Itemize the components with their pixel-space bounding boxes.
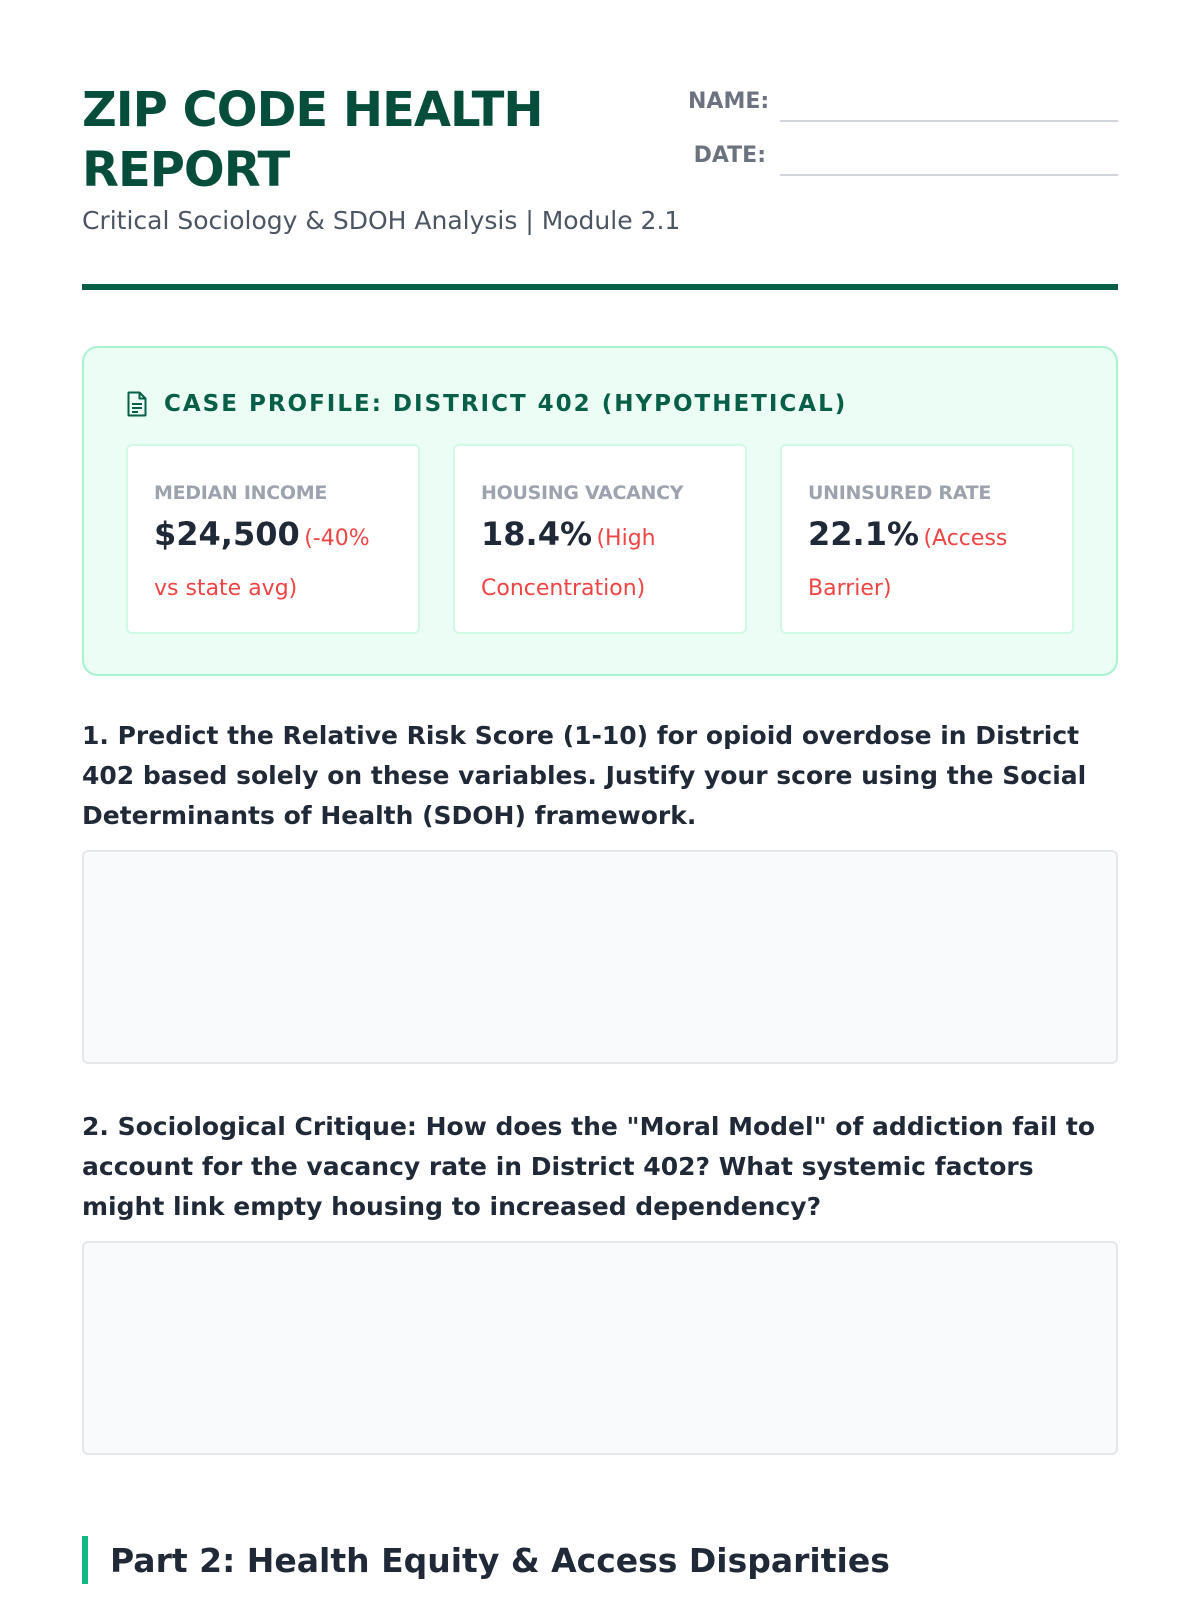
page-title: ZIP CODE HEALTH REPORT (82, 82, 543, 198)
case-profile-title: CASE PROFILE: DISTRICT 402 (HYPOTHETICAL) (164, 391, 848, 417)
stat-value: 22.1% (808, 515, 920, 553)
stat-note: (Access Barrier) (808, 526, 1008, 601)
answer-box-2[interactable] (82, 1241, 1118, 1455)
stat-card-housing-vacancy (453, 444, 747, 634)
stat-body (481, 510, 719, 615)
part-2-heading (82, 1536, 890, 1584)
name-input-line[interactable] (780, 84, 1118, 122)
date-field-row (688, 138, 1118, 176)
case-profile-header (126, 388, 1074, 420)
name-field-row (688, 84, 1118, 122)
part-2-heading-text: Part 2: Health Equity & Access Disparities (110, 1540, 890, 1580)
stat-body (154, 510, 392, 615)
stat-value: $24,500 (154, 515, 300, 553)
answer-box-1[interactable] (82, 850, 1118, 1064)
question-2: 2. Sociological Critique: How does the "Moral Model" of addiction fail to account for the vacancy rate in District 402? What systemic factors might link empty housing to increased dependency? (82, 1112, 1096, 1221)
header-divider (82, 284, 1118, 290)
date-label: DATE: (693, 143, 766, 168)
case-profile-panel (82, 346, 1118, 676)
stat-card-uninsured-rate (780, 444, 1074, 634)
date-input-line[interactable] (780, 138, 1118, 176)
student-fields (688, 84, 1118, 192)
stat-label: MEDIAN INCOME (154, 482, 328, 504)
stat-body (808, 510, 1046, 615)
question-1: 1. Predict the Relative Risk Score (1-10) for opioid overdose in District 402 based solely on these variables. Justify your score using the Social Determinants of Health (SDOH) framework. (82, 721, 1087, 830)
document-icon (126, 391, 148, 417)
stat-label: HOUSING VACANCY (481, 482, 684, 504)
name-label: NAME: (688, 89, 770, 114)
stat-value: 18.4% (481, 515, 593, 553)
header (82, 0, 1118, 290)
stat-note: (-40% vs state avg) (154, 526, 370, 601)
stat-card-median-income (126, 444, 420, 634)
stat-cards (126, 444, 1074, 634)
stat-note: (High Concentration) (481, 526, 656, 601)
page-subtitle: Critical Sociology & SDOH Analysis | Module 2.1 (82, 206, 681, 235)
stat-label: UNINSURED RATE (808, 482, 992, 504)
